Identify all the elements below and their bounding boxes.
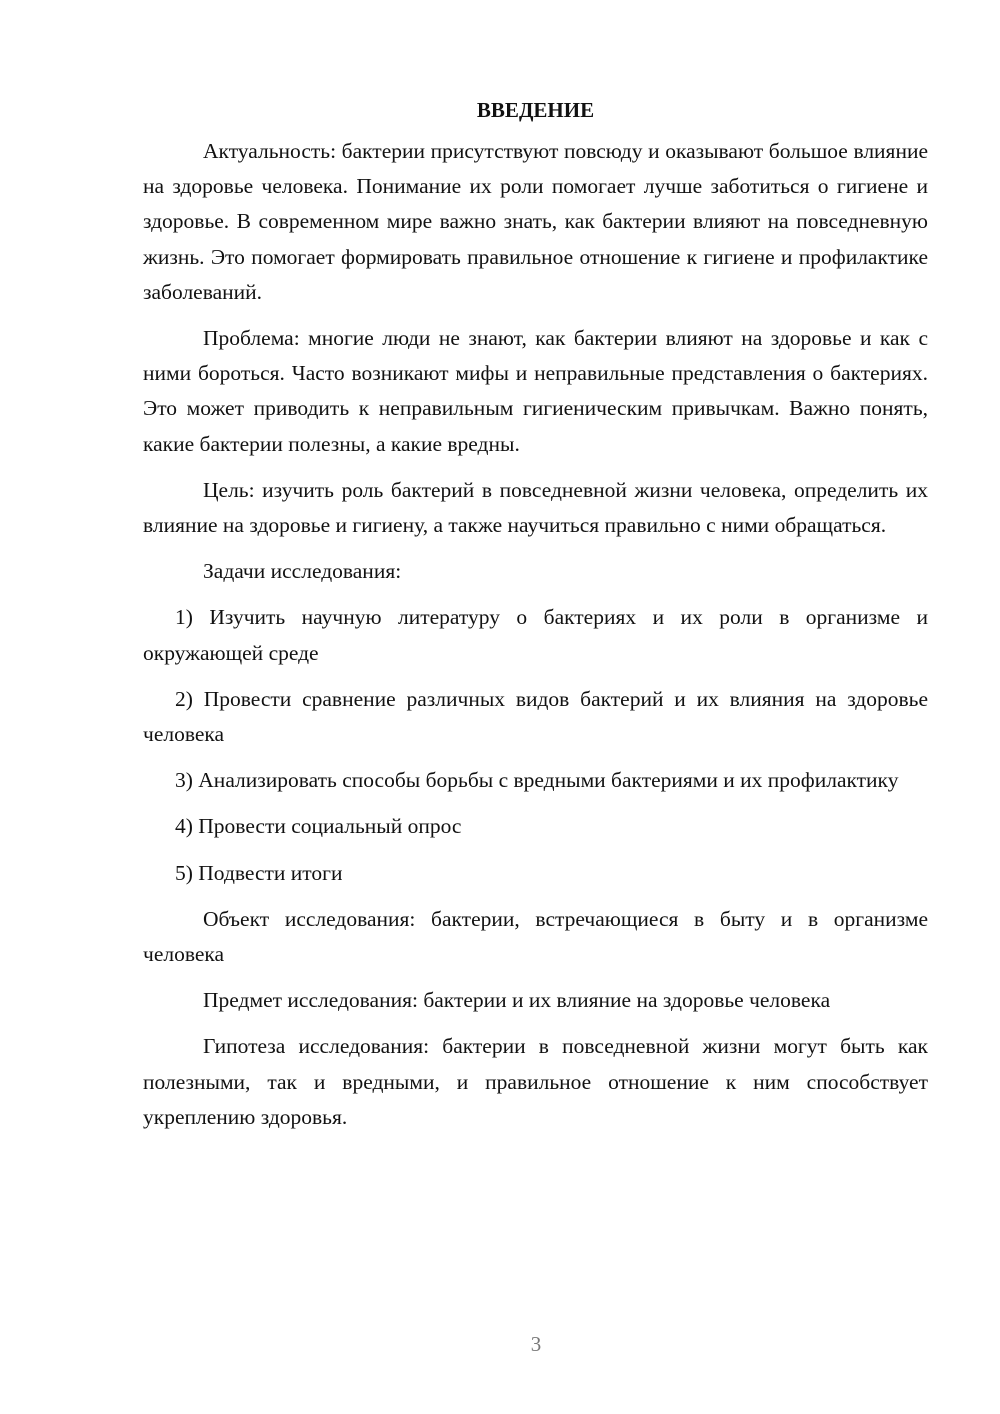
paragraph-hypothesis: Гипотеза исследования: бактерии в повседневной жизни могут быть как полезными, так и вредными, и правильное отношение к ним способствует укреплению здоровья. bbox=[143, 1034, 928, 1129]
paragraph-problem: Проблема: многие люди не знают, как бактерии влияют на здоровье и как с ними бороться. Часто возникают мифы и неправильные представления о бактериях. Это может приводить к неправильным гигиеническим привычкам. Важно понять, какие бактерии полезны, а какие вредны. bbox=[143, 326, 928, 456]
paragraph-subject: Предмет исследования: бактерии и их влияние на здоровье человека bbox=[203, 988, 831, 1013]
task-item-5: 5) Подвести итоги bbox=[175, 860, 343, 885]
document-page bbox=[143, 92, 928, 1146]
paragraph-goal: Цель: изучить роль бактерий в повседневной жизни человека, определить их влияние на здоровье и гигиену, а также научиться правильно с ними обращаться. bbox=[143, 477, 928, 538]
paragraph-relevance: Актуальность: бактерии присутствуют повсюду и оказывают большое влияние на здоровье человека. Понимание их роли помогает лучше заботиться о гигиене и здоровье. В современном мире важно знать, как бактерии влияют на повседневную жизнь. Это помогает формировать правильное отношение к гигиене и профилактике заболеваний. bbox=[143, 139, 928, 304]
paragraph-object: Объект исследования: бактерии, встречающиеся в быту и в организме человека bbox=[143, 906, 928, 967]
page-title: ВВЕДЕНИЕ bbox=[476, 98, 595, 122]
task-item-3: 3) Анализировать способы борьбы с вредными бактериями и их профилактику bbox=[175, 768, 899, 793]
task-item-2: 2) Провести сравнение различных видов бактерий и их влияния на здоровье человека bbox=[143, 686, 928, 747]
tasks-heading: Задачи исследования: bbox=[203, 559, 402, 584]
page-number: 3 bbox=[530, 1332, 542, 1356]
task-item-4: 4) Провести социальный опрос bbox=[175, 814, 462, 839]
task-item-1: 1) Изучить научную литературу о бактериях и их роли в организме и окружающей среде bbox=[143, 605, 928, 665]
